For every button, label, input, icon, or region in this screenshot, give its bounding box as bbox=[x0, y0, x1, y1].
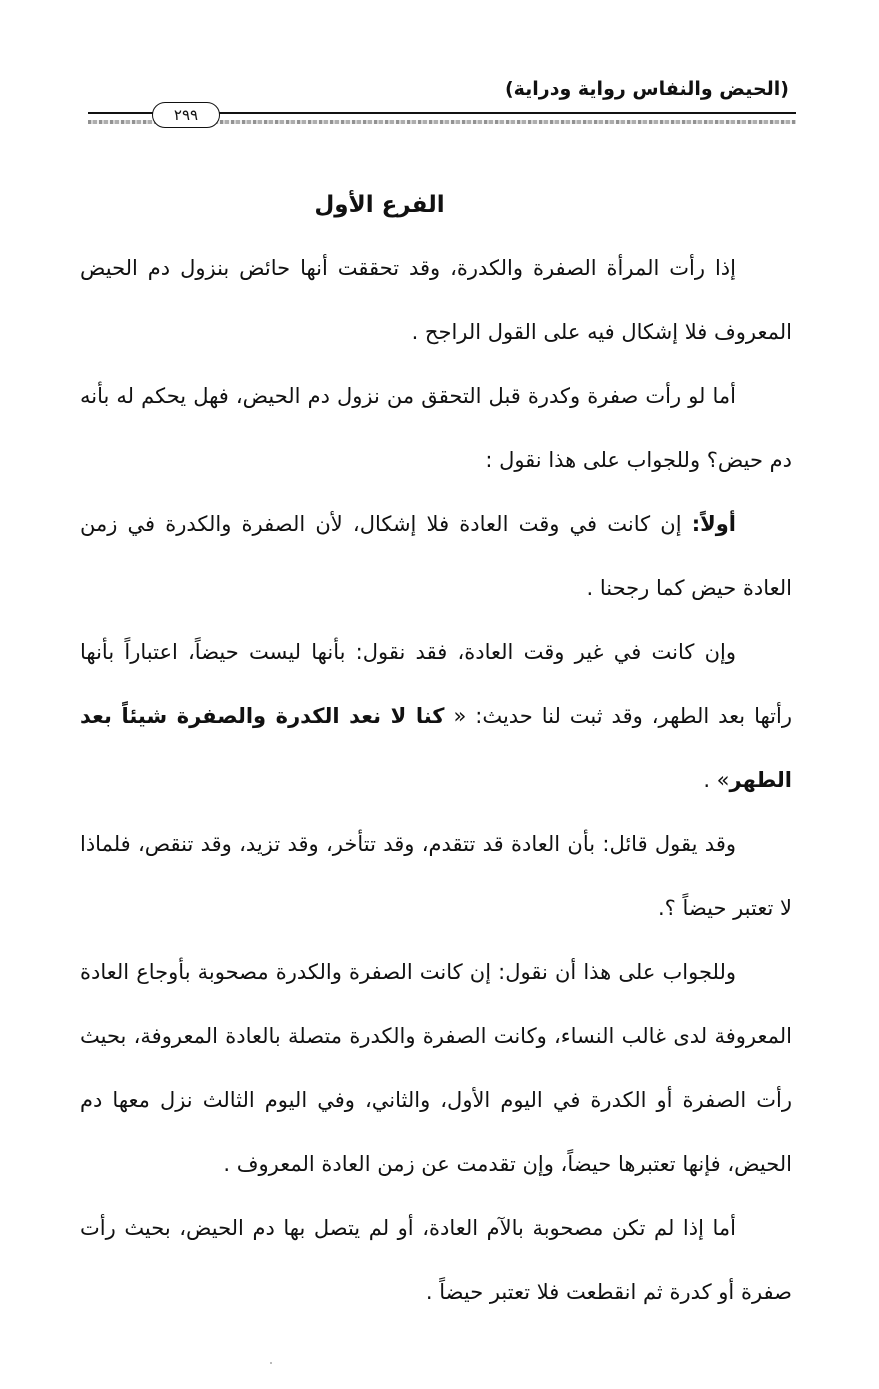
paragraph-text-after: » . bbox=[703, 768, 730, 792]
paragraph-6 bbox=[80, 940, 792, 1196]
paragraph-text: أما إذا لم تكن مصحوبة بالآم العادة، أو لم يتصل بها دم الحيض، بحيث رأت صفرة أو كدرة ثم انقطعت فلا تعتبر حيضاً . bbox=[80, 1216, 792, 1304]
paragraph-4 bbox=[80, 620, 792, 812]
paragraph-text-before: وإن كانت في غير وقت العادة، فقد نقول: بأنها ليست حيضاً، اعتباراً بأنها رأتها بعد الطهر، وقد ثبت لنا حديث: « bbox=[80, 640, 792, 728]
paragraph-1 bbox=[80, 236, 792, 364]
paragraph-text: إذا رأت المرأة الصفرة والكدرة، وقد تحققت أنها حائض بنزول دم الحيض المعروف فلا إشكال فيه على القول الراجح . bbox=[80, 256, 792, 344]
running-title: (الحيض والنفاس رواية ودراية) bbox=[504, 78, 789, 100]
paragraph-text: إن كانت في وقت العادة فلا إشكال، لأن الصفرة والكدرة في زمن العادة حيض كما رجحنا . bbox=[80, 512, 792, 600]
paragraph-3 bbox=[80, 492, 792, 620]
paragraph-text: وقد يقول قائل: بأن العادة قد تتقدم، وقد تتأخر، وقد تزيد، وقد تنقص، فلماذا لا تعتبر حيضاً ؟. bbox=[80, 832, 792, 920]
section-heading: الفرع الأول bbox=[314, 192, 445, 218]
paragraph-lead: أولاً: bbox=[691, 512, 736, 536]
hadith-quote: كنا لا نعد الكدرة والصفرة شيئاً بعد الطهر bbox=[80, 704, 792, 792]
paragraph-5 bbox=[80, 812, 792, 940]
body-text bbox=[80, 236, 792, 1324]
scan-speck bbox=[270, 1362, 272, 1364]
paragraph-2 bbox=[80, 364, 792, 492]
page-number: ٢٩٩ bbox=[152, 102, 220, 128]
paragraph-text: وللجواب على هذا أن نقول: إن كانت الصفرة والكدرة مصحوبة بأوجاع العادة المعروفة لدى غالب النساء، وكانت الصفرة والكدرة متصلة بالعادة المعروفة، بحيث رأت الصفرة أو الكدرة في اليوم الأول، والثاني، وفي اليوم الثالث نزل معها دم الحيض، فإنها تعتبرها حيضاً، وإن تقدمت عن زمن العادة المعروف . bbox=[80, 960, 792, 1176]
paragraph-text: أما لو رأت صفرة وكدرة قبل التحقق من نزول دم الحيض، فهل يحكم له بأنه دم حيض؟ وللجواب على هذا نقول : bbox=[80, 384, 792, 472]
paragraph-7 bbox=[80, 1196, 792, 1324]
